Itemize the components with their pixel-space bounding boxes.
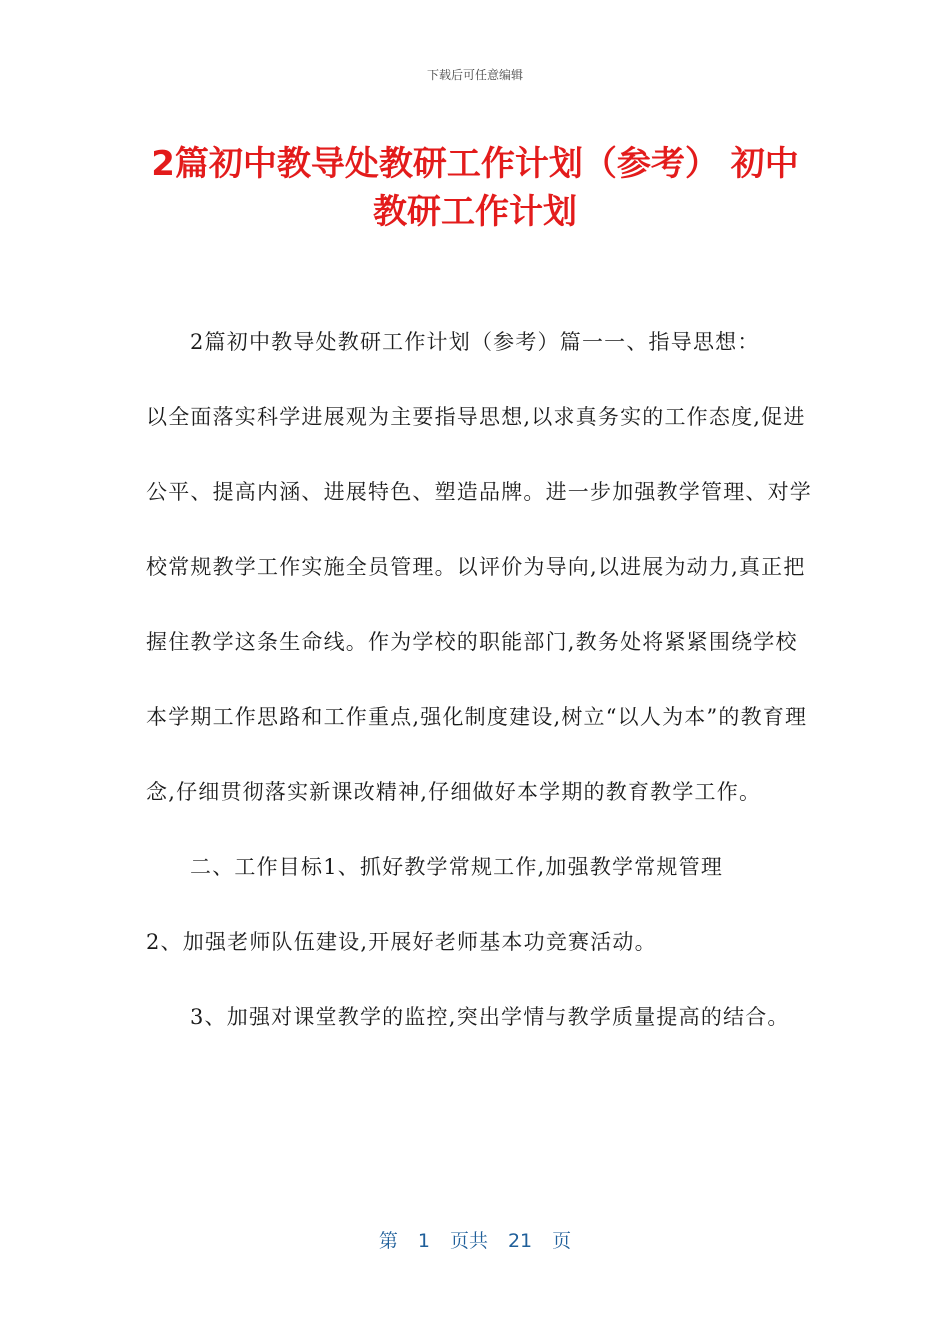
footer-page-number: 1	[417, 1230, 430, 1252]
page-footer	[0, 1226, 950, 1253]
paragraph-goal-3: 3、加强对课堂教学的监控,突出学情与教学质量提高的结合。	[190, 1005, 790, 1029]
footer-middle: 页共	[449, 1230, 488, 1252]
paragraph-goal-2: 2、加强老师队伍建设,开展好老师基本功竞赛活动。	[146, 930, 657, 954]
paragraph-intro: 2篇初中教导处教研工作计划（参考）篇一一、指导思想：	[190, 330, 760, 354]
footer-prefix: 第	[378, 1230, 398, 1252]
paragraph-work-goals: 二、工作目标1、抓好教学常规工作,加强教学常规管理	[190, 855, 724, 879]
paragraph-guiding-ideology: 以全面落实科学进展观为主要指导思想,以求真务实的工作态度,促进公平、提高内涵、进展特色、塑造品牌。进一步加强教学管理、对学校常规教学工作实施全员管理。以评价为导向,以进展为动力,真正把握住教学这条生命线。作为学校的职能部门,教务处将紧紧围绕学校本学期工作思路和工作重点,强化制度建设,树立“以人为本”的教育理念,仔细贯彻落实新课改精神,仔细做好本学期的教育教学工作。	[146, 405, 812, 804]
document-body	[146, 305, 816, 1055]
footer-suffix: 页	[552, 1230, 572, 1252]
header-note: 下载后可任意编辑	[426, 68, 523, 82]
footer-total-pages: 21	[507, 1230, 533, 1252]
document-title: 2篇初中教导处教研工作计划（参考） 初中教研工作计划	[151, 144, 799, 232]
